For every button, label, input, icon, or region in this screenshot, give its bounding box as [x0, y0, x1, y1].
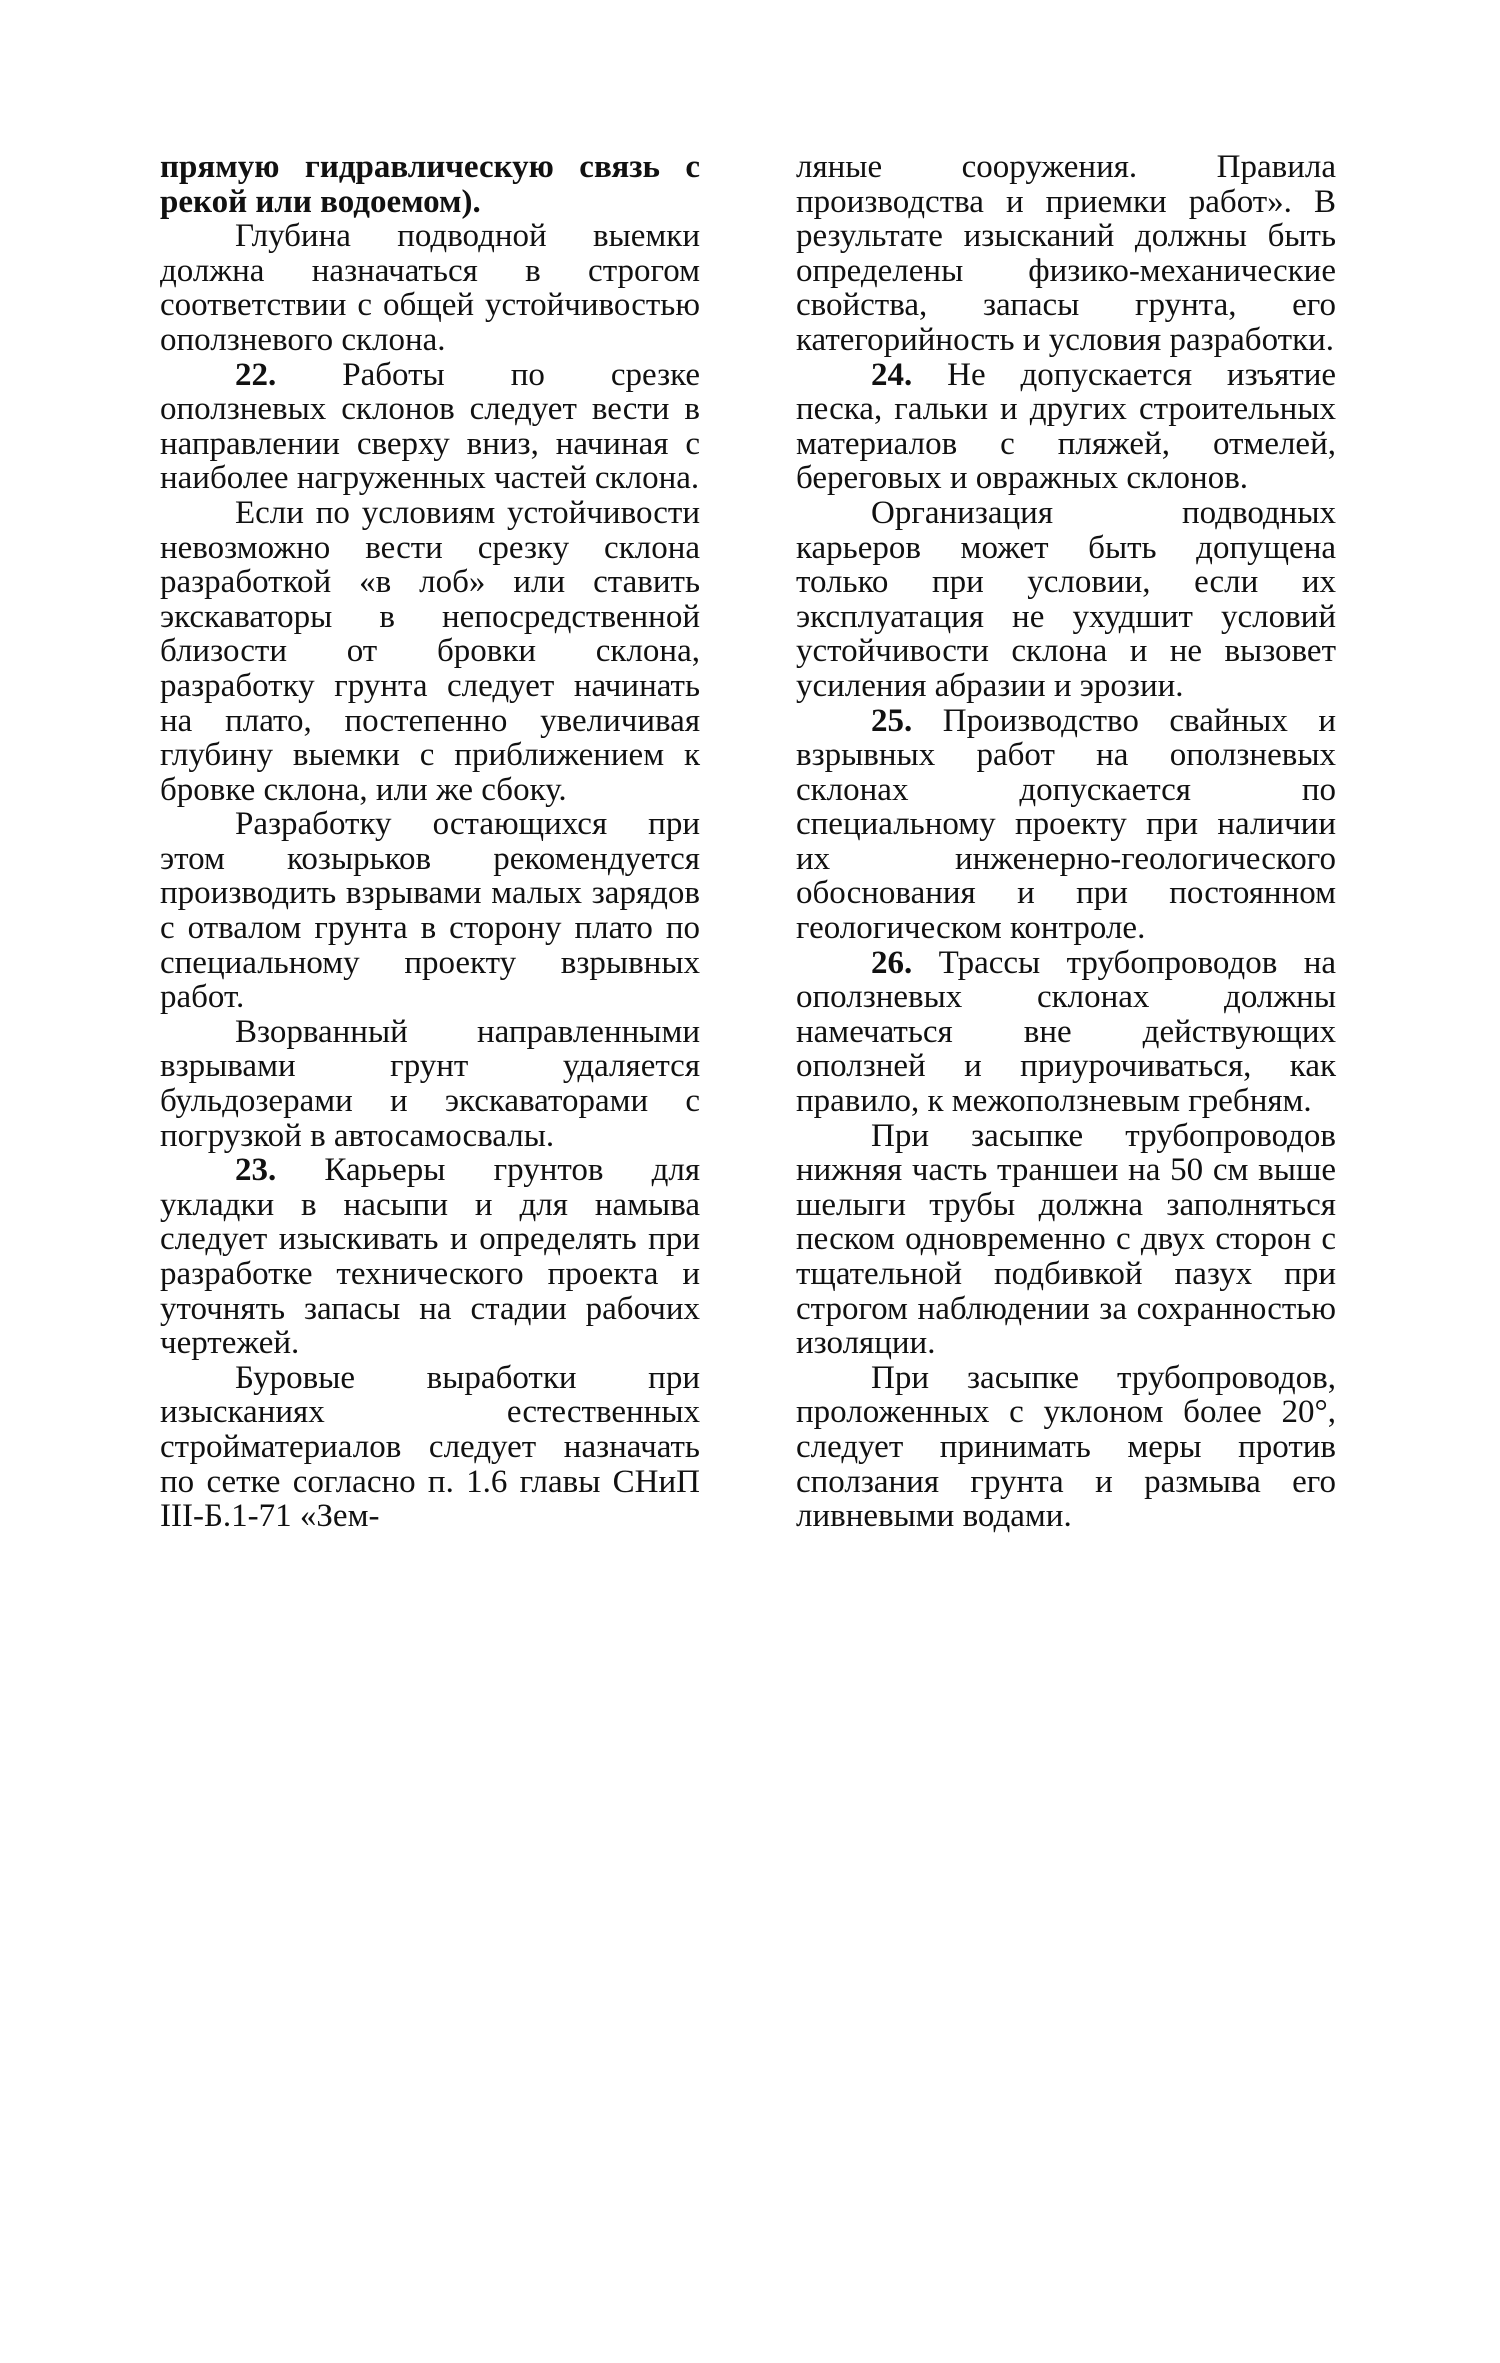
paragraph-continuation — [796, 150, 1336, 358]
paragraph-blasted-soil — [160, 1015, 700, 1153]
paragraph-text: При засыпке трубопроводов, проложенных с уклоном более 20°, следует принимать меры против сползания грунта и размыва его ливневыми водами. — [796, 1359, 1336, 1535]
clause-number: 24. — [871, 356, 913, 393]
paragraph-text: Разработку остающихся при этом козырьков рекомендуется производить взрывами малых зарядов с отвалом грунта в сторону плато по специальному проекту взрывных работ. — [160, 806, 700, 1016]
paragraph-stability — [160, 496, 700, 807]
paragraph-overhangs — [160, 807, 700, 1015]
paragraph-text: Буровые выработки при изысканиях естественных стройматериалов следует назначать по сетке согласно п. 1.6 главы СНиП III-Б.1-71 «Зем- — [160, 1359, 700, 1535]
clause-25 — [796, 704, 1336, 946]
paragraph-text: Взорванный направленными взрывами грунт удаляется бульдозерами и экскаваторами с погрузкой в автосамосвалы. — [160, 1013, 700, 1154]
paragraph-backfill — [796, 1119, 1336, 1361]
paragraph-text: Работы по срезке оползневых склонов следует вести в направлении сверху вниз, начиная с наиболее нагруженных частей склона. — [160, 356, 700, 497]
clause-26 — [796, 946, 1336, 1119]
paragraph-text: Трассы трубопроводов на оползневых склонах должны намечаться вне действующих оползней и приурочиваться, как правило, к межоползневым гребням. — [796, 944, 1336, 1120]
paragraph-text: Организация подводных карьеров может быть допущена только при условии, если их эксплуатация не ухудшит условий устойчивости склона и не вызовет усиления абразии и эрозии. — [796, 494, 1336, 704]
right-column — [796, 150, 1336, 1534]
clause-23 — [160, 1153, 700, 1361]
clause-number: 26. — [871, 944, 913, 981]
paragraph-text: Если по условиям устойчивости невозможно вести срезку склона разработкой «в лоб» или ставить экскаваторы в непосредственной близости от бровки склона, разработку грунта следует начинать на плато, постепенно увеличивая глубину выемки с приближением к бровке склона, или же сбоку. — [160, 494, 700, 808]
clause-number: 22. — [235, 356, 277, 393]
paragraph-text: При засыпке трубопроводов нижняя часть траншеи на 50 см выше шелыги трубы должна заполняться песком одновременно с двух сторон с тщательной подбивкой пазух при строгом наблюдении за сохранностью изоляции. — [796, 1117, 1336, 1362]
paragraph-text: Не допускается изъятие песка, гальки и других строительных материалов с пляжей, отмелей, береговых и овражных склонов. — [796, 356, 1337, 497]
paragraph-continuation — [160, 150, 700, 219]
clause-number: 25. — [871, 702, 913, 739]
clause-22 — [160, 358, 700, 496]
paragraph-boreholes — [160, 1361, 700, 1534]
paragraph-quarries — [796, 496, 1336, 704]
paragraph-text: Карьеры грунтов для укладки в насыпи и для намыва следует изыскивать и определять при разработке технического проекта и уточнять запасы на стадии рабочих чертежей. — [160, 1152, 701, 1362]
clause-number: 23. — [235, 1152, 277, 1189]
clause-24 — [796, 358, 1336, 496]
left-column — [160, 150, 700, 1534]
paragraph-slope-backfill — [796, 1361, 1336, 1534]
paragraph-text: Производство свайных и взрывных работ на оползневых склонах допускается по специальному проекту при наличии их инженерно-геологического обоснования и при постоянном геологическом контроле. — [796, 702, 1336, 947]
paragraph-text: прямую гидравлическую связь с рекой или водоемом). — [160, 149, 700, 220]
paragraph-subsea-excavation — [160, 219, 700, 357]
paragraph-text: ляные сооружения. Правила производства и приемки работ». В результате изысканий должны быть определены физико-механические свойства, запасы грунта, его категорийность и условия разработки. — [796, 149, 1336, 358]
paragraph-text: Глубина подводной выемки должна назначаться в строгом соответствии с общей устойчивостью оползневого склона. — [160, 218, 700, 358]
